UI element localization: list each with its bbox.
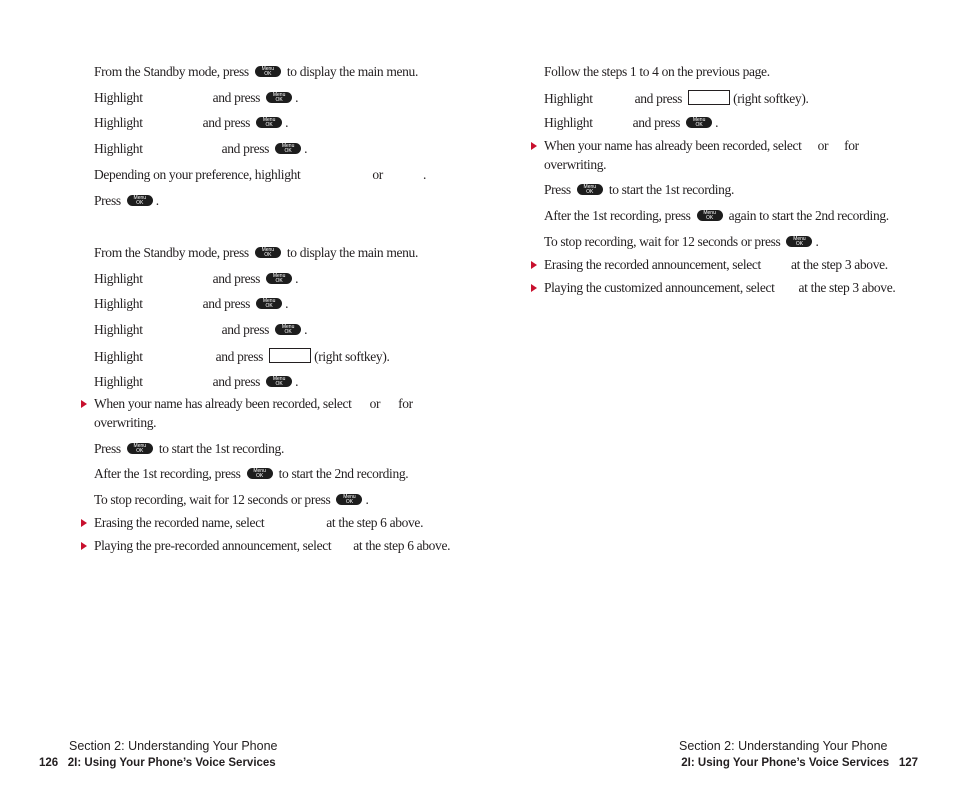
page-footer-left: [39, 757, 276, 769]
red-triangle-bullet-icon: [81, 400, 87, 408]
page-footer-right: [681, 757, 918, 769]
tip-line: Playing the customized announcement, select at the step 3 above.: [544, 280, 896, 295]
step-line: Highlight and press Menu OK .: [94, 322, 308, 337]
page-number: 127: [898, 757, 918, 769]
red-triangle-bullet-icon: [531, 142, 537, 150]
right-softkey-icon: [688, 90, 730, 105]
tip-line: Playing the pre-recorded announcement, select at the step 6 above.: [94, 538, 451, 553]
step-line: Highlight and press Menu OK .: [94, 115, 289, 130]
page-number: 126: [39, 757, 59, 769]
chapter-title: 2I: Using Your Phone’s Voice Services: [681, 757, 890, 769]
menu-ok-key-icon: Menu OK: [255, 66, 281, 77]
red-triangle-bullet-icon: [81, 542, 87, 550]
menu-ok-key-icon: Menu OK: [256, 298, 282, 309]
menu-ok-key-icon: Menu OK: [686, 117, 712, 128]
step-line: Highlight and press Menu OK .: [94, 141, 308, 156]
menu-ok-key-icon: Menu OK: [336, 494, 362, 505]
menu-ok-key-icon: Menu OK: [577, 184, 603, 195]
right-softkey-icon: [269, 348, 311, 363]
menu-ok-key-icon: Menu OK: [266, 92, 292, 103]
step-line: After the 1st recording, press Menu OK to start the 2nd recording.: [94, 466, 409, 481]
chapter-title: 2I: Using Your Phone’s Voice Services: [67, 757, 276, 769]
section-title: Section 2: Understanding Your Phone: [69, 739, 278, 753]
menu-ok-key-icon: Menu OK: [127, 443, 153, 454]
tip-line: overwriting.: [544, 157, 607, 172]
step-line: After the 1st recording, press Menu OK again to start the 2nd recording.: [544, 208, 889, 223]
step-line: Highlight and press Menu OK .: [94, 271, 299, 286]
red-triangle-bullet-icon: [531, 261, 537, 269]
step-line: Highlight and press Menu OK .: [94, 296, 289, 311]
step-line: To stop recording, wait for 12 seconds or press Menu OK .: [94, 492, 369, 507]
step-line: Highlight and press Menu OK .: [544, 115, 719, 130]
step-line: Press Menu OK to start the 1st recording.: [544, 182, 734, 197]
menu-ok-key-icon: Menu OK: [697, 210, 723, 221]
step-line: Press Menu OK .: [94, 193, 159, 208]
menu-ok-key-icon: Menu OK: [786, 236, 812, 247]
tip-line: When your name has already been recorded, select or for: [544, 138, 859, 153]
menu-ok-key-icon: Menu OK: [266, 273, 292, 284]
step-line: To stop recording, wait for 12 seconds or press Menu OK .: [544, 234, 819, 249]
step-line: Press Menu OK to start the 1st recording.: [94, 441, 284, 456]
menu-ok-key-icon: Menu OK: [275, 324, 301, 335]
menu-ok-key-icon: Menu OK: [255, 247, 281, 258]
step-line: From the Standby mode, press Menu OK to display the main menu.: [94, 245, 418, 260]
step-line: From the Standby mode, press Menu OK to display the main menu.: [94, 64, 418, 79]
menu-ok-key-icon: Menu OK: [275, 143, 301, 154]
tip-line: Erasing the recorded announcement, select at the step 3 above.: [544, 257, 888, 272]
menu-ok-key-icon: Menu OK: [247, 468, 273, 479]
step-line: Highlight and press Menu OK .: [94, 374, 299, 389]
tip-line: Erasing the recorded name, select at the step 6 above.: [94, 515, 424, 530]
menu-ok-key-icon: Menu OK: [127, 195, 153, 206]
section-title: Section 2: Understanding Your Phone: [679, 739, 888, 753]
step-line: Follow the steps 1 to 4 on the previous page.: [544, 64, 770, 79]
menu-ok-key-icon: Menu OK: [266, 376, 292, 387]
red-triangle-bullet-icon: [531, 284, 537, 292]
step-line: Highlight and press (right softkey).: [544, 91, 809, 106]
menu-ok-key-icon: Menu OK: [256, 117, 282, 128]
step-line: Depending on your preference, highlight or .: [94, 167, 426, 182]
step-line: Highlight and press Menu OK .: [94, 90, 299, 105]
tip-line: When your name has already been recorded, select or for: [94, 396, 413, 411]
red-triangle-bullet-icon: [81, 519, 87, 527]
step-line: Highlight and press (right softkey).: [94, 349, 390, 364]
tip-line: overwriting.: [94, 415, 157, 430]
